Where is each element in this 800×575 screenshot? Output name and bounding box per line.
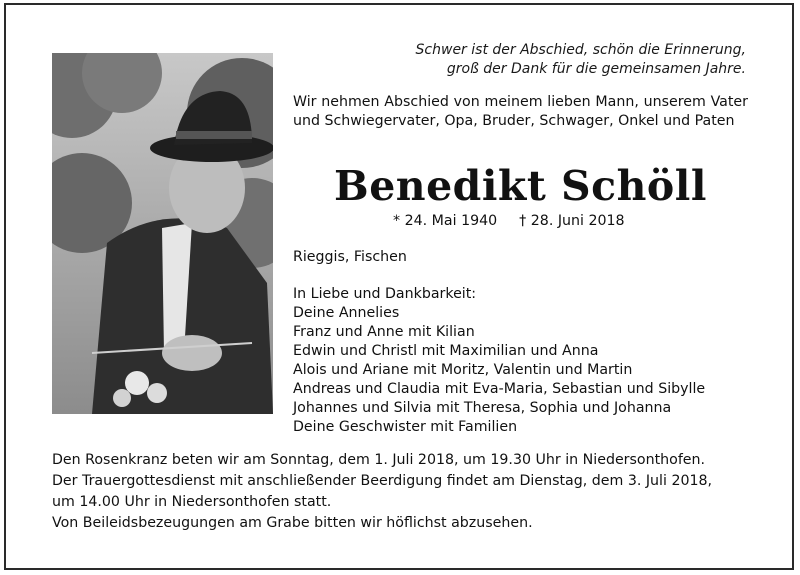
list-item: Deine Geschwister mit Familien bbox=[293, 419, 518, 435]
mourners-heading: In Liebe und Dankbarkeit: bbox=[293, 286, 477, 302]
deceased-name: Benedikt Schöll bbox=[334, 162, 707, 210]
list-item: Andreas und Claudia mit Eva-Maria, Sebastian und Sibylle bbox=[293, 381, 706, 397]
birth-date: * 24. Mai 1940 bbox=[393, 213, 498, 229]
memorial-quote bbox=[300, 41, 746, 79]
list-item: Johannes und Silvia mit Theresa, Sophia und Johanna bbox=[293, 400, 672, 416]
quote-line-2: groß der Dank für die gemeinsamen Jahre. bbox=[446, 61, 746, 77]
portrait-photo bbox=[52, 53, 273, 414]
footer-line: um 14.00 Uhr in Niedersonthofen statt. bbox=[52, 494, 332, 510]
mourners-list bbox=[293, 304, 763, 437]
residence: Rieggis, Fischen bbox=[293, 249, 407, 265]
list-item: Edwin und Christl mit Maximilian und Anna bbox=[293, 343, 599, 359]
quote-line-1: Schwer ist der Abschied, schön die Erinnerung, bbox=[415, 42, 746, 58]
intro-text: Wir nehmen Abschied von meinem lieben Mann, unserem Vater und Schwiegervater, Opa, Bruder, Schwager, Onkel und Paten bbox=[293, 94, 748, 129]
list-item: Deine Annelies bbox=[293, 305, 400, 321]
list-item: Alois und Ariane mit Moritz, Valentin und Martin bbox=[293, 362, 633, 378]
list-item: Franz und Anne mit Kilian bbox=[293, 324, 475, 340]
footer-line: Der Trauergottesdienst mit anschließender Beerdigung findet am Dienstag, dem 3. Juli 2018, bbox=[52, 473, 713, 489]
death-date: † 28. Juni 2018 bbox=[519, 213, 625, 229]
life-dates bbox=[393, 211, 693, 231]
footer-line: Den Rosenkranz beten wir am Sonntag, dem 1. Juli 2018, um 19.30 Uhr in Niedersonthofen. bbox=[52, 452, 706, 468]
service-info bbox=[52, 450, 758, 534]
footer-line: Von Beileidsbezeugungen am Grabe bitten wir höflichst abzusehen. bbox=[52, 515, 533, 531]
